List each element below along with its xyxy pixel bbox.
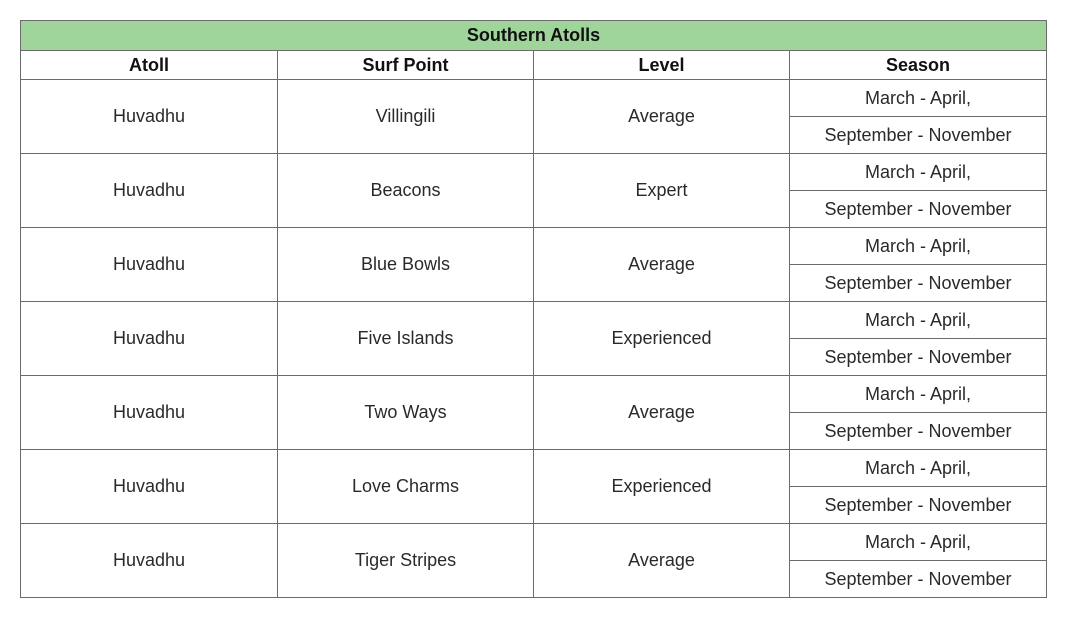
surf-point-cell: Villingili xyxy=(278,80,534,154)
table-title: Southern Atolls xyxy=(21,21,1047,51)
level-cell: Average xyxy=(534,376,790,450)
surf-point-cell: Two Ways xyxy=(278,376,534,450)
table-row xyxy=(21,154,1047,191)
table-row xyxy=(21,376,1047,413)
season-cell-second: September - November xyxy=(790,561,1047,598)
level-cell: Experienced xyxy=(534,302,790,376)
surf-point-cell: Blue Bowls xyxy=(278,228,534,302)
season-cell-second: September - November xyxy=(790,339,1047,376)
season-cell-first: March - April, xyxy=(790,450,1047,487)
table-row xyxy=(21,450,1047,487)
column-header-level: Level xyxy=(534,51,790,80)
level-cell: Expert xyxy=(534,154,790,228)
season-cell-second: September - November xyxy=(790,487,1047,524)
atoll-cell: Huvadhu xyxy=(21,524,278,598)
atoll-cell: Huvadhu xyxy=(21,228,278,302)
season-cell-second: September - November xyxy=(790,117,1047,154)
surf-point-cell: Love Charms xyxy=(278,450,534,524)
column-header-atoll: Atoll xyxy=(21,51,278,80)
atoll-cell: Huvadhu xyxy=(21,450,278,524)
surf-point-cell: Beacons xyxy=(278,154,534,228)
season-cell-second: September - November xyxy=(790,413,1047,450)
table-row xyxy=(21,80,1047,117)
surf-points-table xyxy=(20,20,1047,598)
atoll-cell: Huvadhu xyxy=(21,376,278,450)
surf-point-cell: Five Islands xyxy=(278,302,534,376)
season-cell-second: September - November xyxy=(790,191,1047,228)
atoll-cell: Huvadhu xyxy=(21,302,278,376)
surf-point-cell: Tiger Stripes xyxy=(278,524,534,598)
level-cell: Average xyxy=(534,228,790,302)
season-cell-first: March - April, xyxy=(790,154,1047,191)
column-header-surf-point: Surf Point xyxy=(278,51,534,80)
table-title-row xyxy=(21,21,1047,51)
table-row xyxy=(21,302,1047,339)
level-cell: Average xyxy=(534,80,790,154)
atoll-cell: Huvadhu xyxy=(21,154,278,228)
level-cell: Average xyxy=(534,524,790,598)
table-row xyxy=(21,228,1047,265)
table-body xyxy=(21,80,1047,598)
atoll-cell: Huvadhu xyxy=(21,80,278,154)
column-header-season: Season xyxy=(790,51,1047,80)
surf-table-container xyxy=(20,20,1046,598)
season-cell-first: March - April, xyxy=(790,80,1047,117)
season-cell-first: March - April, xyxy=(790,302,1047,339)
level-cell: Experienced xyxy=(534,450,790,524)
table-header-row xyxy=(21,51,1047,80)
season-cell-second: September - November xyxy=(790,265,1047,302)
season-cell-first: March - April, xyxy=(790,376,1047,413)
season-cell-first: March - April, xyxy=(790,228,1047,265)
table-row xyxy=(21,524,1047,561)
season-cell-first: March - April, xyxy=(790,524,1047,561)
